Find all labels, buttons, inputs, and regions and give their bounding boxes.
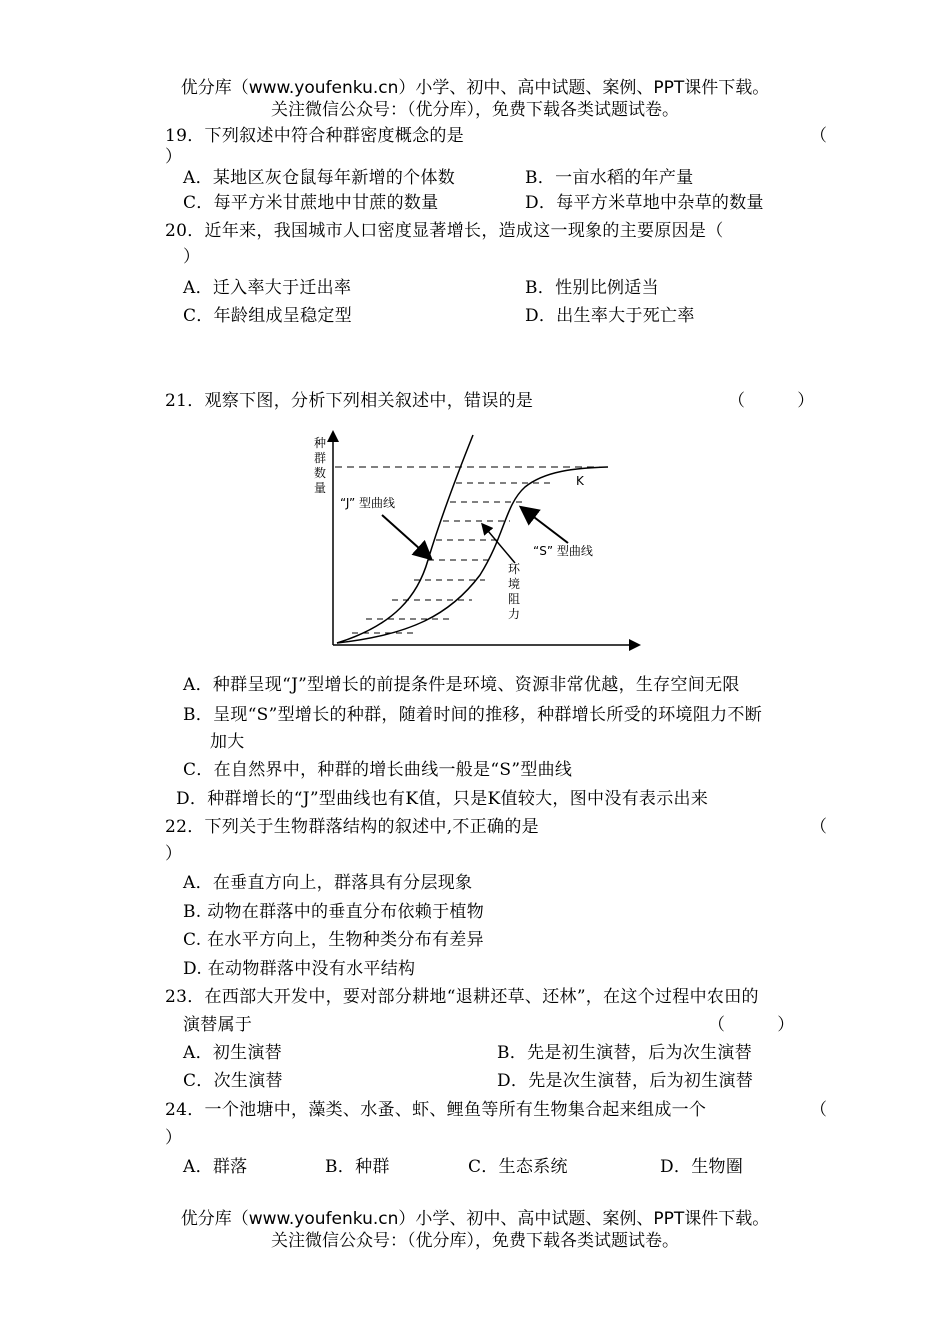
q21-option-b-line1: B．呈现“S”型增长的种群，随着时间的推移，种群增长所受的环境阻力不断 <box>183 705 763 725</box>
header-line-2: 关注微信公众号：（优分库），免费下载各类试题试卷。 <box>271 100 679 120</box>
q21-answer-paren: （ ） <box>728 391 815 411</box>
q19-option-d: D．每平方米草地中杂草的数量 <box>525 193 764 213</box>
q23-stem-line1: 23．在西部大开发中，要对部分耕地“退耕还草、还林”，在这个过程中农田的 <box>165 987 759 1007</box>
q22-option-a: A．在垂直方向上，群落具有分层现象 <box>183 873 473 893</box>
q20-option-a: A．迁入率大于迁出率 <box>183 278 352 298</box>
footer-line-2: 关注微信公众号：（优分库），免费下载各类试题试卷。 <box>271 1231 679 1251</box>
q22-paren-close: ） <box>165 844 183 864</box>
q24-paren-close: ） <box>165 1128 183 1148</box>
q24-stem: 24．一个池塘中，藻类、水蚤、虾、鲤鱼等所有生物集合起来组成一个 <box>165 1100 707 1120</box>
j-curve-label: “J” 型曲线 <box>340 496 396 510</box>
resistance-label-4: 力 <box>508 607 521 621</box>
footer-line-1: 优分库（www.youfenku.cn）小学、初中、高中试题、案例、PPT课件下载。 <box>180 1209 770 1229</box>
s-curve-label: “S” 型曲线 <box>533 544 593 558</box>
q21-option-c: C．在自然界中，种群的增长曲线一般是“S”型曲线 <box>183 760 573 780</box>
q20-stem: 20．近年来，我国城市人口密度显著增长，造成这一现象的主要原因是（ <box>165 221 724 241</box>
q23-option-d: D．先是次生演替，后为初生演替 <box>497 1071 754 1091</box>
y-axis-label-3: 数 <box>314 466 327 480</box>
q24-paren-open: （ <box>810 1100 828 1120</box>
j-curve-arrow <box>382 515 430 558</box>
q22-stem: 22．下列关于生物群落结构的叙述中,不正确的是 <box>165 817 539 837</box>
q19-stem: 19．下列叙述中符合种群密度概念的是 <box>165 126 465 146</box>
q24-option-c: C．生态系统 <box>468 1157 568 1177</box>
population-growth-figure <box>300 425 650 655</box>
header-line-1: 优分库（www.youfenku.cn）小学、初中、高中试题、案例、PPT课件下载。 <box>180 78 770 98</box>
q21-stem: 21．观察下图，分析下列相关叙述中，错误的是 <box>165 391 534 411</box>
q23-option-a: A．初生演替 <box>183 1043 283 1063</box>
k-label: K <box>576 474 584 488</box>
j-curve <box>337 435 473 643</box>
resistance-label-2: 境 <box>508 577 521 591</box>
q19-paren-close: ） <box>165 147 183 167</box>
q19-option-a: A．某地区灰仓鼠每年新增的个体数 <box>183 168 456 188</box>
q24-option-b: B．种群 <box>325 1157 390 1177</box>
resistance-label-1: 环 <box>508 562 521 576</box>
q21-option-b-line2: 加大 <box>210 732 245 752</box>
q22-paren-open: （ <box>810 817 828 837</box>
q19-option-b: B．一亩水稻的年产量 <box>525 168 694 188</box>
q20-option-d: D．出生率大于死亡率 <box>525 306 695 326</box>
q21-option-a: A．种群呈现“J”型增长的前提条件是环境、资源非常优越，生存空间无限 <box>183 675 740 695</box>
q24-option-a: A．群落 <box>183 1157 248 1177</box>
q23-stem-line2: 演替属于 <box>183 1015 253 1035</box>
q20-option-b: B．性别比例适当 <box>525 278 659 298</box>
q19-option-c: C．每平方米甘蔗地中甘蔗的数量 <box>183 193 439 213</box>
q24-option-d: D．生物圈 <box>660 1157 744 1177</box>
q20-option-c: C．年龄组成呈稳定型 <box>183 306 353 326</box>
q22-option-d: D. 在动物群落中没有水平结构 <box>183 959 416 979</box>
q23-answer-paren: （ ） <box>708 1015 795 1035</box>
q19-paren-open: （ <box>810 126 828 146</box>
q20-paren-close: ） <box>183 247 201 267</box>
y-axis-label-2: 群 <box>314 451 327 465</box>
q22-option-c: C. 在水平方向上，生物种类分布有差异 <box>183 930 484 950</box>
resistance-label-3: 阻 <box>508 592 521 606</box>
q22-option-b: B. 动物在群落中的垂直分布依赖于植物 <box>183 902 484 922</box>
q23-option-c: C．次生演替 <box>183 1071 283 1091</box>
y-axis-label-1: 种 <box>314 436 327 450</box>
s-curve-arrow <box>522 508 568 543</box>
y-axis-label-4: 量 <box>314 481 327 495</box>
q23-option-b: B．先是初生演替，后为次生演替 <box>497 1043 752 1063</box>
resistance-arrow <box>483 525 515 563</box>
q21-option-d: D．种群增长的“J”型曲线也有K值，只是K值较大，图中没有表示出来 <box>176 789 709 809</box>
